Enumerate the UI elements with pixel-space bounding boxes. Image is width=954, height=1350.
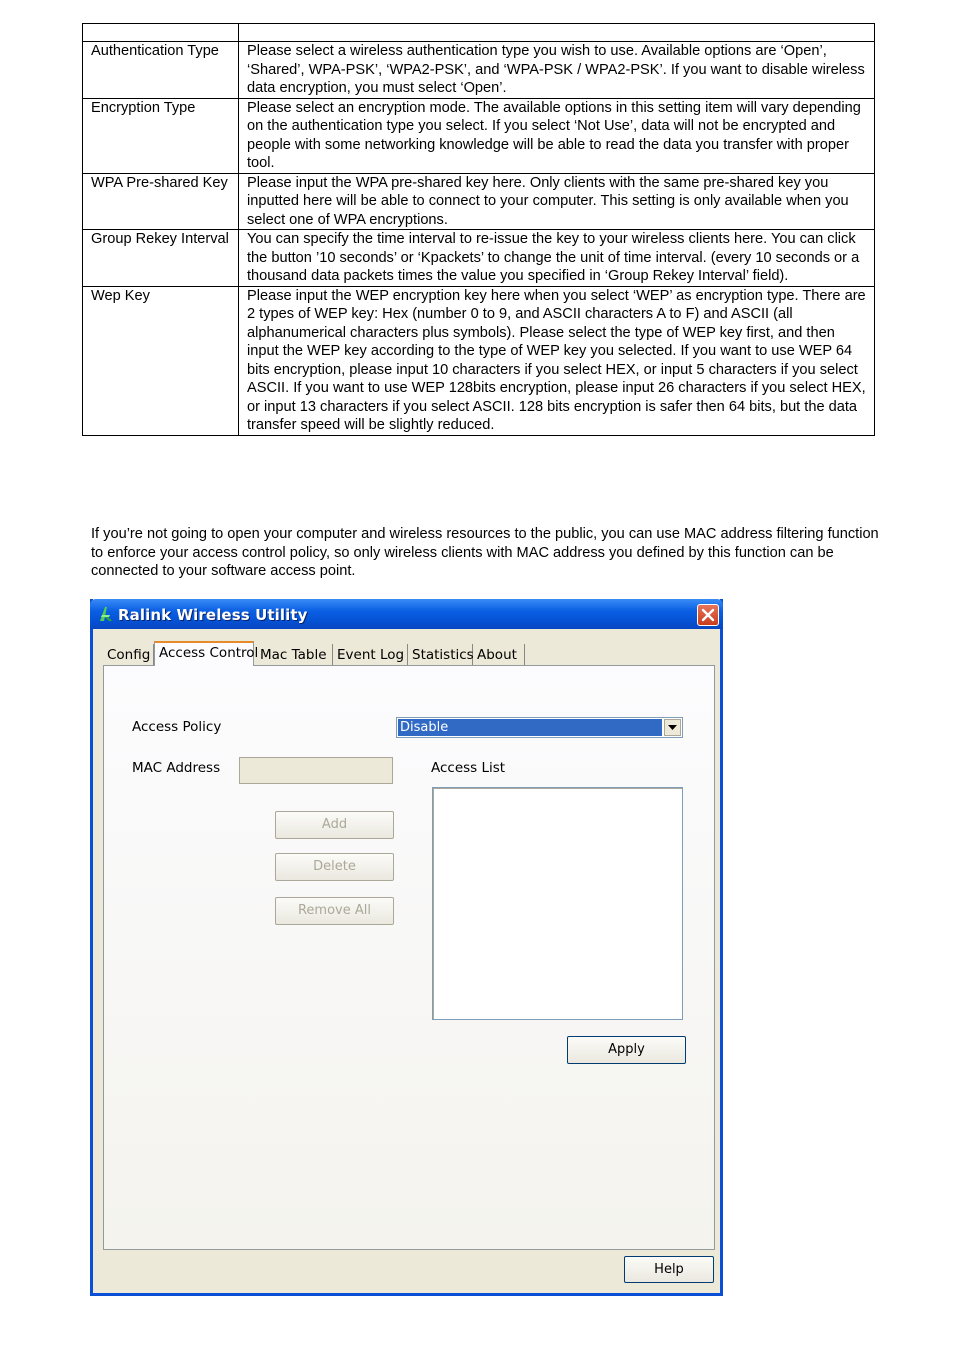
table-header-cell	[239, 24, 875, 42]
remove-all-button[interactable]: Remove All	[275, 897, 394, 925]
apply-button[interactable]: Apply	[567, 1036, 686, 1064]
tab-mac-table[interactable]: Mac Table	[256, 644, 333, 665]
access-list-label: Access List	[431, 760, 506, 776]
table-cell-description: Please input the WPA pre-shared key here. Only clients with the same pre-shared key you inputted here will be able to connect to your computer. This setting is only available when you select one of WPA encryptions.	[239, 173, 875, 230]
table-header-row	[83, 24, 875, 42]
access-policy-label: Access Policy	[132, 719, 222, 735]
tab-statistics[interactable]: Statistics	[408, 644, 473, 665]
help-button[interactable]: Help	[624, 1256, 714, 1283]
mac-filter-intro-paragraph: If you’re not going to open your computer and wireless resources to the public, you can use MAC address filtering function to enforce your access control policy, so only wireless clients with MAC address you defined by this function can be connected to your software access point.	[91, 526, 879, 579]
chevron-down-icon	[668, 725, 677, 730]
table-cell-item: Authentication Type	[83, 42, 239, 99]
access-policy-select[interactable]	[396, 717, 683, 738]
settings-table	[82, 23, 875, 436]
table-header-cell	[83, 24, 239, 42]
table-row	[83, 230, 875, 287]
access-list-box[interactable]	[432, 787, 683, 1020]
table-cell-item: Group Rekey Interval	[83, 230, 239, 287]
add-button[interactable]: Add	[275, 811, 394, 839]
table-cell-item: Encryption Type	[83, 98, 239, 173]
delete-button[interactable]: Delete	[275, 853, 394, 881]
tab-config[interactable]: Config	[103, 644, 154, 665]
dropdown-button[interactable]	[664, 719, 681, 736]
table-cell-description: Please select an encryption mode. The available options in this setting item will vary depending on the authentication type you select. If you select ‘Not Use’, data will not be encrypted and people with some networking knowledge will be able to read the data you transfer with proper tool.	[239, 98, 875, 173]
mac-address-input[interactable]	[239, 757, 393, 784]
close-button[interactable]	[697, 604, 719, 626]
mac-address-label: MAC Address	[132, 760, 221, 776]
table-row	[83, 42, 875, 99]
table-row	[83, 286, 875, 435]
ralink-app-icon	[98, 606, 114, 622]
table-cell-item: WPA Pre-shared Key	[83, 173, 239, 230]
table-row	[83, 98, 875, 173]
table-row	[83, 173, 875, 230]
table-cell-item: Wep Key	[83, 286, 239, 435]
table-cell-description: Please select a wireless authentication type you wish to use. Available options are ‘Open’, ‘Shared’, WPA-PSK’, ‘WPA2-PSK’, and ‘WPA-PSK / WPA2-PSK’. If you want to disable wireless data encryption, you must select ‘Open’.	[239, 42, 875, 99]
tab-access-control[interactable]: Access Control	[154, 641, 254, 666]
close-icon	[701, 608, 715, 622]
window-titlebar[interactable]	[90, 599, 723, 629]
tab-about[interactable]: About	[473, 644, 525, 665]
access-policy-value: Disable	[398, 719, 662, 736]
ralink-utility-window	[90, 599, 723, 1296]
table-cell-description: You can specify the time interval to re-issue the key to your wireless clients here. You can click the button ’10 seconds’ or ‘Kpackets’ to change the unit of time interval. (every 10 seconds or a thousand data packets times the value you specified in ‘Group Rekey Interval’ field).	[239, 230, 875, 287]
table-cell-description: Please input the WEP encryption key here when you select ‘WEP’ as encryption type. There are 2 types of WEP key: Hex (number 0 to 9, and ASCII characters A to F) and ASCII (all alphanumerical characters plus symbols). Please select the type of WEP key first, and then input the WEP key according to the type of WEP key you selected. If you want to use WEP 64 bits encryption, please input 10 characters if you select HEX, or input 5 characters if you select ASCII. If you want to use WEP 128bits encryption, please input 26 characters if you select HEX, or input 13 characters if you select ASCII. 128 bits encryption is safer then 64 bits, but the data transfer speed will be slightly reduced.	[239, 286, 875, 435]
window-title: Ralink Wireless Utility	[118, 606, 308, 624]
tab-event-log[interactable]: Event Log	[333, 644, 408, 665]
